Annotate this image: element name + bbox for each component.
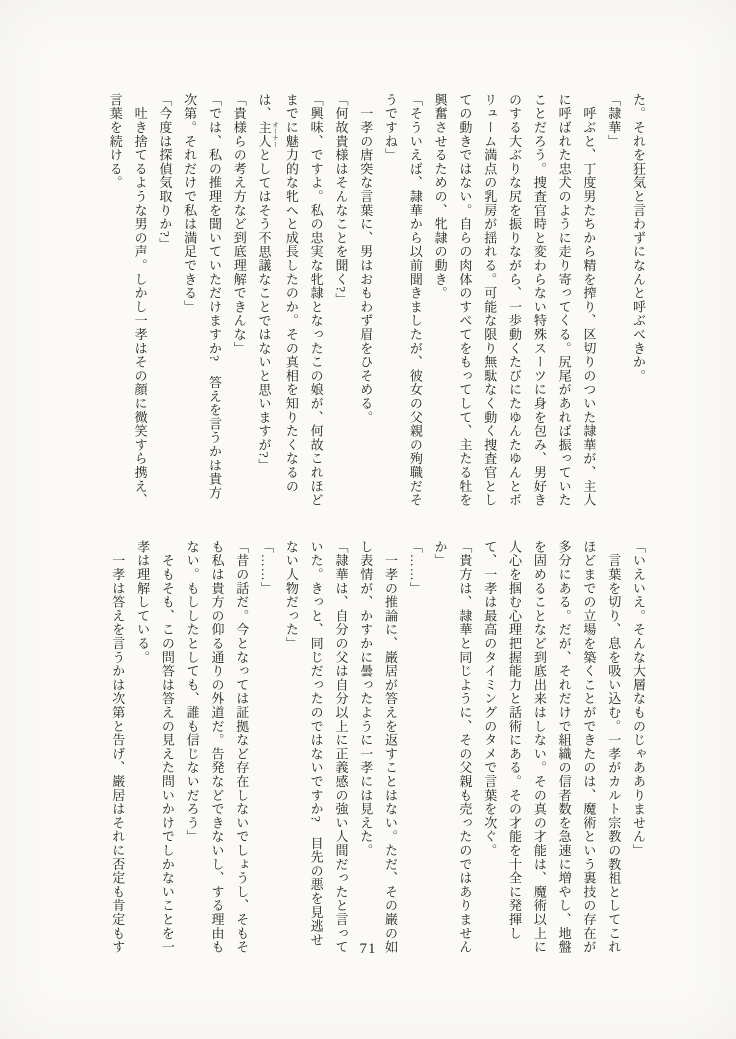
- text-line: 「昔の話だ。今となっては証拠など存在しないでしょうし、そもそ: [234, 540, 250, 954]
- page-number: 71: [359, 941, 377, 957]
- text-line: 「いえいえ。そんな大層なものじゃあありません」: [631, 540, 646, 858]
- text-line: も私は貴方の仰る通りの外道だ。告発などできないし、する理由も: [209, 540, 225, 954]
- text-line: 言葉を切り、息を吸い込む。一孝がカルト宗教の教祖としてこれ: [606, 540, 622, 954]
- text-line: 「貴方は、隷華と同じように、その父親も売ったのではありません: [457, 540, 473, 954]
- text-line: 興奮させるための、牝隷の動き。: [432, 93, 448, 300]
- text-line: 呼ぶと、丁度男たちから精を搾り、区切りのついた隷華が、主人: [581, 93, 597, 507]
- text-line: は、主人 オーナーとしてはそう不思議なことではないと思いますが?」: [256, 93, 279, 473]
- text-line: ない人物だった」: [283, 540, 299, 651]
- text-line: 言葉を続ける。: [107, 93, 123, 190]
- text-line: そもそも、この問答は答えの見えた問いかけでしかないことを一: [159, 540, 175, 954]
- text-line: 「隷華は、自分の父は自分以上に正義感の強い人間だったと言って: [333, 540, 349, 954]
- text-line: 人心を掴む心理把握能力と話術にある。その才能を十全に発揮し: [507, 540, 523, 941]
- text-line: までに魅力的な牝へと成長したのか。その真相を知りたくなるの: [283, 93, 299, 494]
- text-line: のする大ぶりな尻を振りながら、一歩動くたびにたゆんたゆんとボ: [507, 93, 523, 507]
- text-line: 孝は理解している。: [135, 540, 151, 665]
- text-line: 「……」: [259, 540, 275, 596]
- text-line: ほどまでの立場を築くことができたのは、魔術という裏技の存在が: [581, 540, 597, 954]
- text-line: か」: [432, 540, 448, 568]
- text-line: ての動きではない。自らの肉体のすべてをもってして、主たる牡を: [457, 93, 473, 507]
- text-line: 「そういえば、隷華から以前聞きましたが、彼女の父親の殉職だそ: [407, 93, 423, 507]
- text-line: 「……」: [407, 540, 423, 596]
- text-line: 「今度は探偵気取りか?」: [157, 93, 173, 252]
- text-line: うですね」: [383, 93, 399, 162]
- text-line: ことだろう。捜査官時と変わらない特殊スーツに身を包み、男好き: [531, 93, 547, 507]
- text-block-top: [102, 93, 650, 509]
- ruby-annotated-word: 主人 オーナー: [256, 120, 279, 149]
- text-line: 次第。それだけで私は満足できる」: [182, 93, 198, 314]
- text-line: に呼ばれた忠犬のように走り寄ってくる。尻尾があれば振っていた: [556, 93, 572, 507]
- text-line: 多分にある。だが、それだけで組織の信者数を急速に増やし、地盤: [556, 540, 572, 954]
- text-line: 一孝の推論に、巌居が答えを返すことはない。ただ、その巌の如: [383, 540, 399, 954]
- text-line: 吐き捨てるような男の声。しかし一孝はその顔に微笑すら携え、: [132, 93, 148, 507]
- text-line: 一孝は答えを言うかは次第と告げ、巌居はそれに否定も肯定もす: [110, 540, 126, 954]
- text-line: た。それを狂気と言わずになんと呼ぶべきか。: [631, 93, 646, 383]
- text-line: リューム満点の乳房が揺れる。可能な限り無駄なく動く捜査官とし: [482, 93, 498, 507]
- text-line: 「何故貴様はそんなことを聞く?」: [333, 93, 349, 307]
- text-line: ない。もししたとしても、誰も信じないだろう」: [184, 540, 200, 844]
- text-block-bottom: [104, 540, 650, 954]
- text-line: 一孝の唐突な言葉に、男はおもわず眉をひそめる。: [358, 93, 374, 425]
- text-line: て、一孝は最高のタイミングのタメで言葉を次ぐ。: [482, 540, 498, 858]
- text-line: いた。きっと、同じだったのではないですか? 目先の悪を見逃せ: [308, 540, 324, 947]
- text-line: 「興味、ですよ。私の忠実な牝隷となったこの娘が、何故これほど: [308, 93, 324, 507]
- text-line: 「では、私の推理を聞いていただけますか? 答えを言うかは貴方: [206, 93, 222, 500]
- text-line: し表情が、かすかに曇ったように一孝には見えた。: [358, 540, 374, 858]
- text-line: 「貴様らの考え方など到底理解できんな」: [231, 93, 247, 356]
- text-line: 「隷華」: [606, 93, 622, 149]
- text-line: を固めることなど到底出来はしない。その真の才能は、魔術以上に: [531, 540, 547, 954]
